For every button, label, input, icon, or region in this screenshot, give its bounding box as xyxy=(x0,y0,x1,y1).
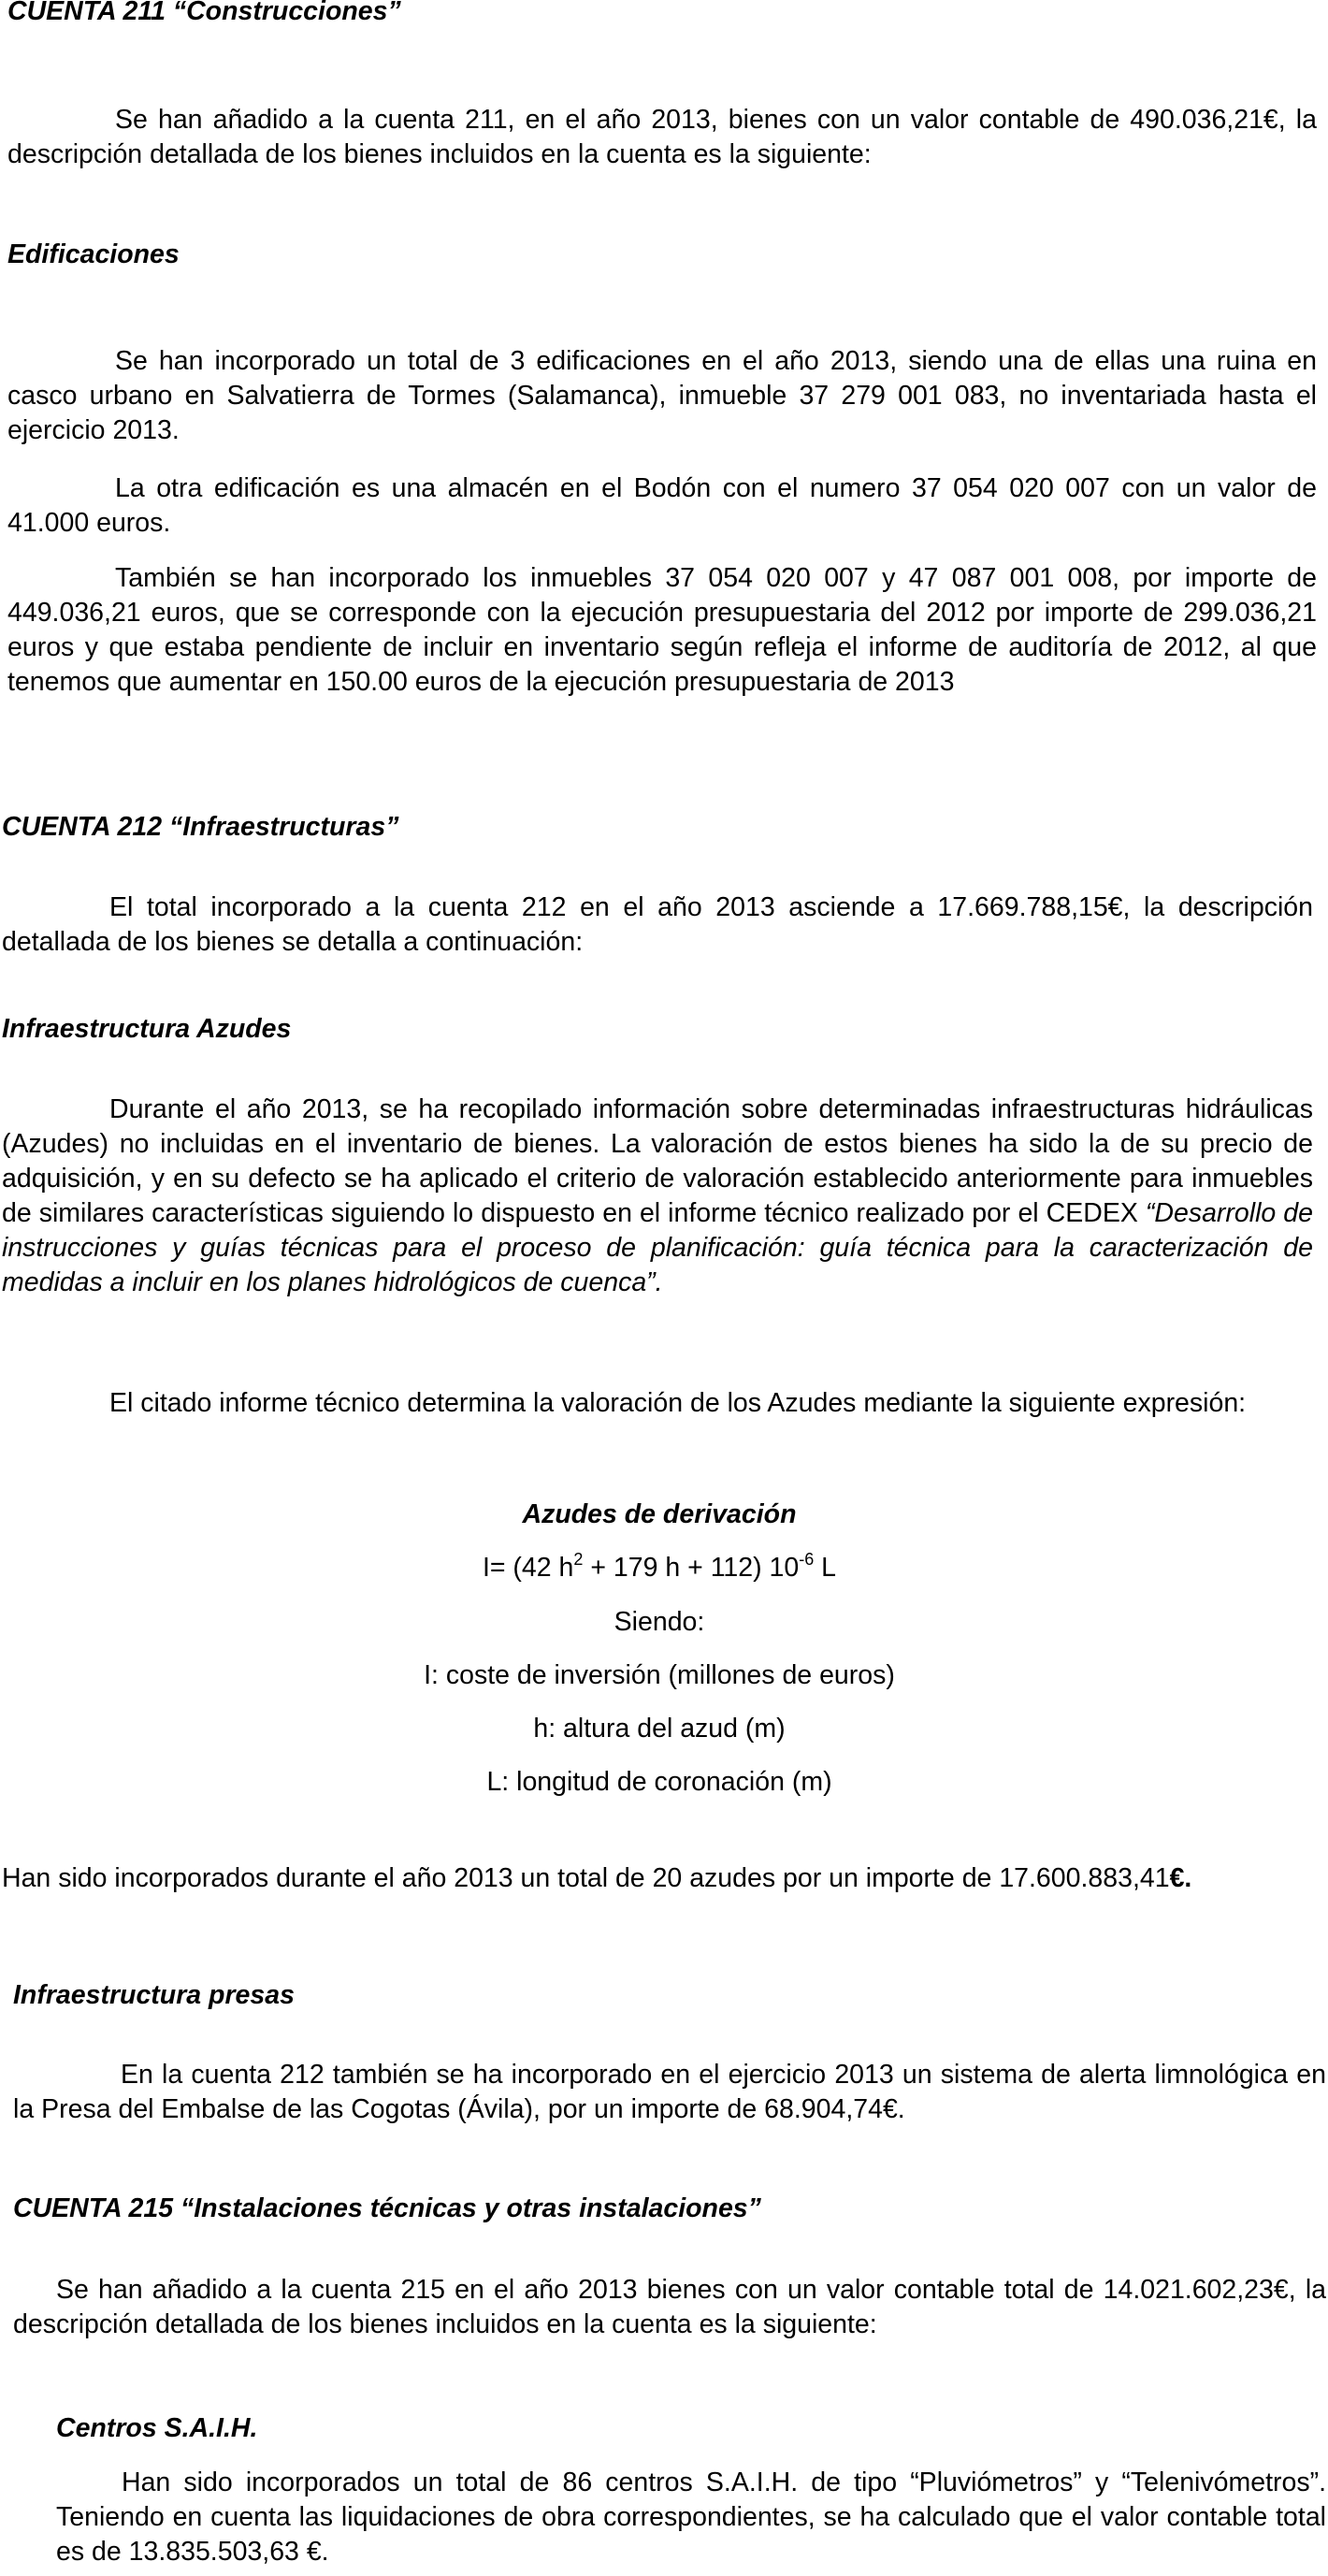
paragraph-presas: En la cuenta 212 también se ha incorporado en el ejercicio 2013 un sistema de alerta limnológica en la Presa del Embalse de las Cogotas (Ávila), por un importe de 68.904,74€. xyxy=(13,2060,1326,2124)
paragraph-saih: Han sido incorporados un total de 86 centros S.A.I.H. de tipo “Pluviómetros” y “Telenivómetros”. Teniendo en cuenta las liquidaciones de obra correspondientes, se ha calculado que el valor contable total es de 13.835.503,63 €. xyxy=(56,2467,1326,2567)
heading-centros-saih: Centros S.A.I.H. xyxy=(56,2413,258,2443)
azudes-text: Durante el año 2013, se ha recopilado información sobre determinadas infraestructuras hidráulicas (Azudes) no incluidas en el inventario de bienes. La valoración de estos bienes ha sido la de su precio de adquisición, y en su defecto se ha aplicado el criterio de valoración establecido anteriormente para inmuebles de similares características siguiendo lo dispuesto en el informe técnico realizado por el CEDEX xyxy=(2,1094,1313,1228)
azudes-total-text: Han sido incorporados durante el año 2013 un total de 20 azudes por un importe de 17.600.883,41 xyxy=(2,1863,1170,1893)
formula-def-l: L: longitud de coronación (m) xyxy=(486,1767,832,1797)
heading-infraestructura-presas: Infraestructura presas xyxy=(13,1980,295,2010)
paragraph-c215-intro: Se han añadido a la cuenta 215 en el año 2013 bienes con un valor contable total de 14.021.602,23€, la descripción detallada de los bienes incluidos en la cuenta es la siguiente: xyxy=(13,2275,1326,2339)
eq-exponent-neg6: -6 xyxy=(799,1549,815,1569)
formula-def-h: h: altura del azud (m) xyxy=(533,1714,786,1744)
paragraph-edificaciones-3: También se han incorporado los inmuebles 37 054 020 007 y 47 087 001 008, por importe de 449.036,21 euros, que se corresponde con la ejecución presupuestaria del 2012 por importe de 299.036,21 euros y que estaba pendiente de incluir en inventario según refleja el informe de auditoría de 2012, al que tenemos que aumentar en 150.00 euros de la ejecución presupuestaria de 2013 xyxy=(7,563,1317,697)
eq-part-c: L xyxy=(814,1553,837,1583)
formula-title: Azudes de derivación xyxy=(522,1499,797,1529)
heading-cuenta-212: CUENTA 212 “Infraestructuras” xyxy=(2,812,399,842)
heading-cuenta-215: CUENTA 215 “Instalaciones técnicas y otras instalaciones” xyxy=(13,2193,761,2223)
paragraph-c211-intro: Se han añadido a la cuenta 211, en el año 2013, bienes con un valor contable de 490.036,21€, la descripción detallada de los bienes incluidos en la cuenta es la siguiente: xyxy=(7,105,1317,169)
formula-expression xyxy=(0,1551,1319,1585)
azudes-total-euro: €. xyxy=(1169,1863,1192,1893)
paragraph-c212-intro: El total incorporado a la cuenta 212 en el año 2013 asciende a 17.669.788,15€, la descripción detallada de los bienes se detalla a continuación: xyxy=(2,892,1313,957)
eq-exponent-2: 2 xyxy=(573,1549,584,1569)
eq-part-b: + 179 h + 112) 10 xyxy=(583,1553,800,1583)
eq-part-a: I= (42 h xyxy=(482,1553,574,1583)
formula-siendo: Siendo: xyxy=(613,1607,705,1637)
formula-def-i: I: coste de inversión (millones de euros) xyxy=(424,1660,895,1690)
heading-cuenta-211: CUENTA 211 “Construcciones” xyxy=(7,0,401,26)
paragraph-edificaciones-2: La otra edificación es una almacén en el Bodón con el numero 37 054 020 007 con un valor de 41.000 euros. xyxy=(7,473,1317,538)
paragraph-edificaciones-1: Se han incorporado un total de 3 edificaciones en el año 2013, siendo una de ellas una ruina en casco urbano en Salvatierra de Tormes (Salamanca), inmueble 37 279 001 083, no inventariada hasta el ejercicio 2013. xyxy=(7,346,1317,445)
heading-edificaciones: Edificaciones xyxy=(7,239,180,269)
cedex-report-title: “Desarrollo de instrucciones y guías técnicas para el proceso de planificación: guía técnica para la caracterización de medidas a incluir en los planes hidrológicos de cuenca”. xyxy=(2,1198,1313,1297)
heading-infraestructura-azudes: Infraestructura Azudes xyxy=(2,1014,292,1044)
paragraph-azudes-2: El citado informe técnico determina la valoración de los Azudes mediante la siguiente expresión: xyxy=(109,1388,1247,1418)
paragraph-azudes-total xyxy=(2,1861,1313,1896)
paragraph-azudes-1 xyxy=(2,1093,1313,1300)
